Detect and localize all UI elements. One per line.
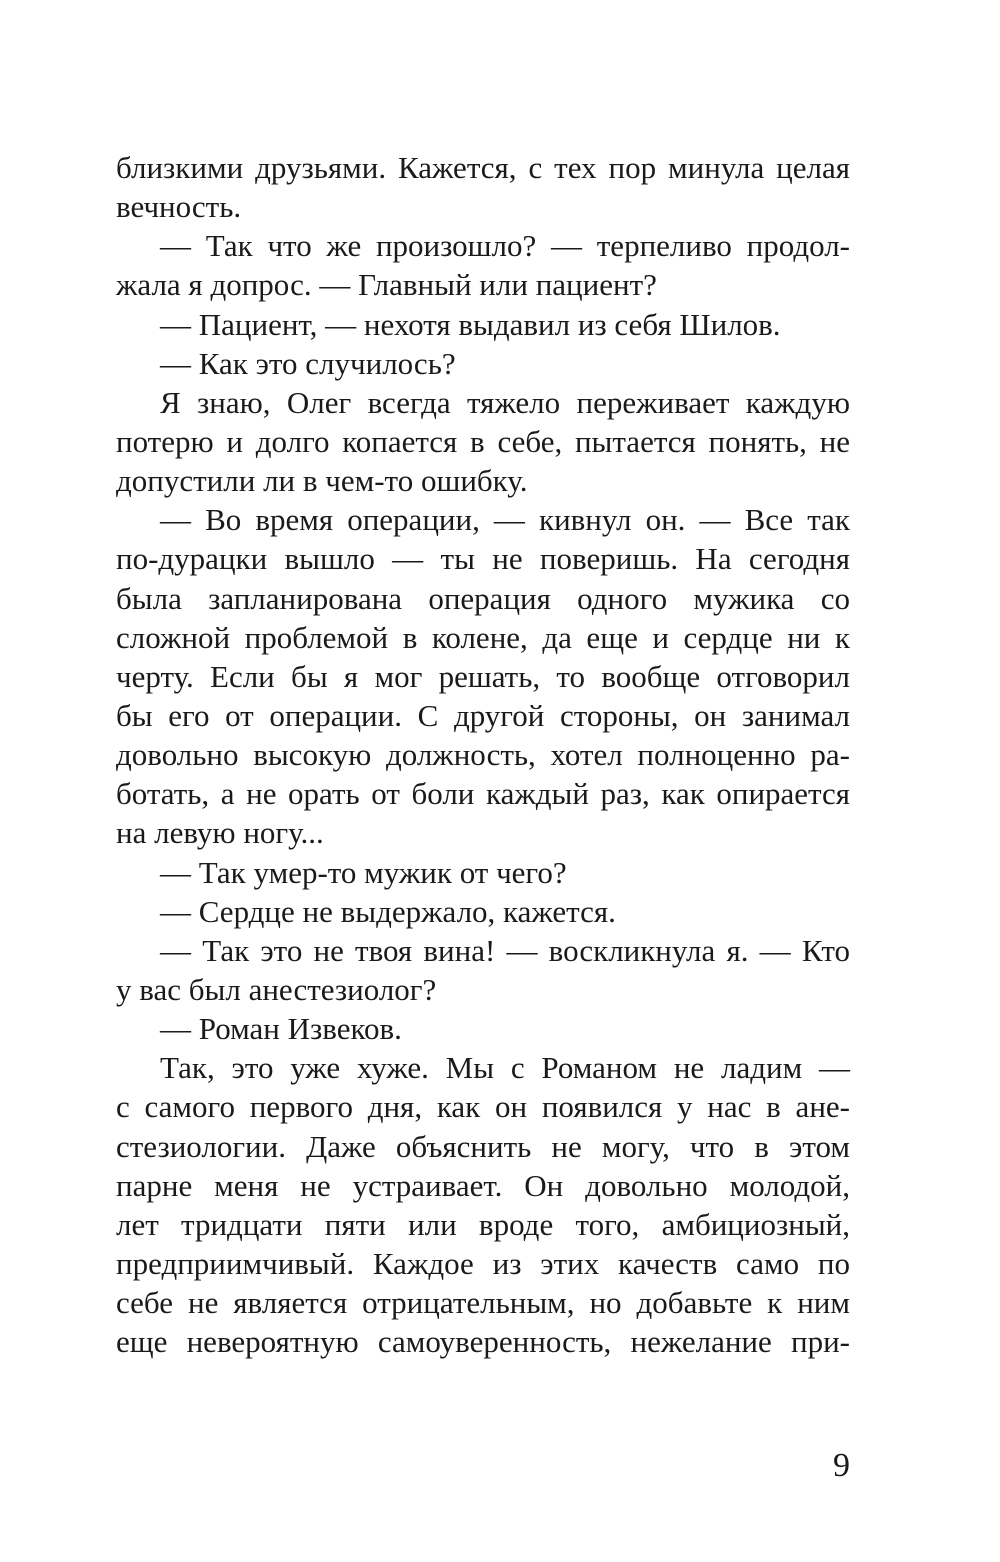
- text-line: предприимчивый. Каждое из этих качеств само по: [116, 1245, 850, 1281]
- paragraph: [116, 1048, 850, 1361]
- text-line: ботать, а не орать от боли каждый раз, как опирается: [116, 776, 850, 812]
- text-line: еще невероятную самоуверенность, нежелание при-: [116, 1324, 850, 1360]
- text-line: по-дурацки вышло — ты не поверишь. На сегодня: [116, 541, 850, 577]
- text-line: потерю и долго копается в себе, пытается понять, не: [116, 423, 850, 459]
- page-number: 9: [833, 1447, 850, 1484]
- text-line: Я знаю, Олег всегда тяжело переживает каждую: [160, 384, 850, 420]
- text-line: — Так это не твоя вина! — воскликнула я. — Кто: [160, 932, 850, 968]
- text-line: у вас был анестезиолог?: [116, 971, 437, 1007]
- text-line: черту. Если бы я мог решать, то вообще отговорил: [116, 658, 850, 694]
- paragraph: [116, 305, 850, 344]
- paragraph: [116, 226, 850, 304]
- body-text: [116, 148, 850, 1361]
- text-line: — Так что же произошло? — терпеливо продол-: [160, 228, 850, 264]
- text-line: допустили ли в чем-то ошибку.: [116, 463, 528, 499]
- paragraph: [116, 500, 850, 852]
- paragraph: [116, 931, 850, 1009]
- text-line: с самого первого дня, как он появился у нас в ане-: [116, 1089, 850, 1125]
- text-line: лет тридцати пяти или вроде того, амбициозный,: [116, 1206, 850, 1242]
- paragraph: [116, 383, 850, 500]
- text-line: вечность.: [116, 189, 242, 225]
- text-line: — Как это случилось?: [160, 345, 456, 381]
- paragraph: [116, 148, 850, 226]
- text-line: жала я допрос. — Главный или пациент?: [116, 267, 657, 303]
- text-line: парне меня не устраивает. Он довольно молодой,: [116, 1167, 850, 1203]
- text-line: Так, это уже хуже. Мы с Романом не ладим —: [160, 1050, 850, 1086]
- text-line: была запланирована операция одного мужика со: [116, 580, 850, 616]
- text-line: бы его от операции. С другой стороны, он занимал: [116, 697, 850, 733]
- paragraph: [116, 853, 850, 892]
- text-line: на левую ногу...: [116, 815, 324, 851]
- text-line: — Роман Извеков.: [160, 1011, 402, 1047]
- text-line: довольно высокую должность, хотел полноценно ра-: [116, 737, 850, 773]
- text-line: близкими друзьями. Кажется, с тех пор минула целая: [116, 150, 850, 185]
- paragraph: [116, 1009, 850, 1048]
- text-line: стезиологии. Даже объяснить не могу, что в этом: [116, 1128, 850, 1164]
- text-line: — Пациент, — нехотя выдавил из себя Шилов.: [160, 306, 781, 342]
- text-line: — Во время операции, — кивнул он. — Все так: [160, 502, 850, 538]
- text-line: — Так умер-то мужик от чего?: [160, 854, 567, 890]
- paragraph: [116, 892, 850, 931]
- text-line: — Сердце не выдержало, кажется.: [160, 893, 616, 929]
- text-line: сложной проблемой в колене, да еще и сердце ни к: [116, 619, 850, 655]
- paragraph: [116, 344, 850, 383]
- text-line: себе не является отрицательным, но добавьте к ним: [116, 1285, 850, 1321]
